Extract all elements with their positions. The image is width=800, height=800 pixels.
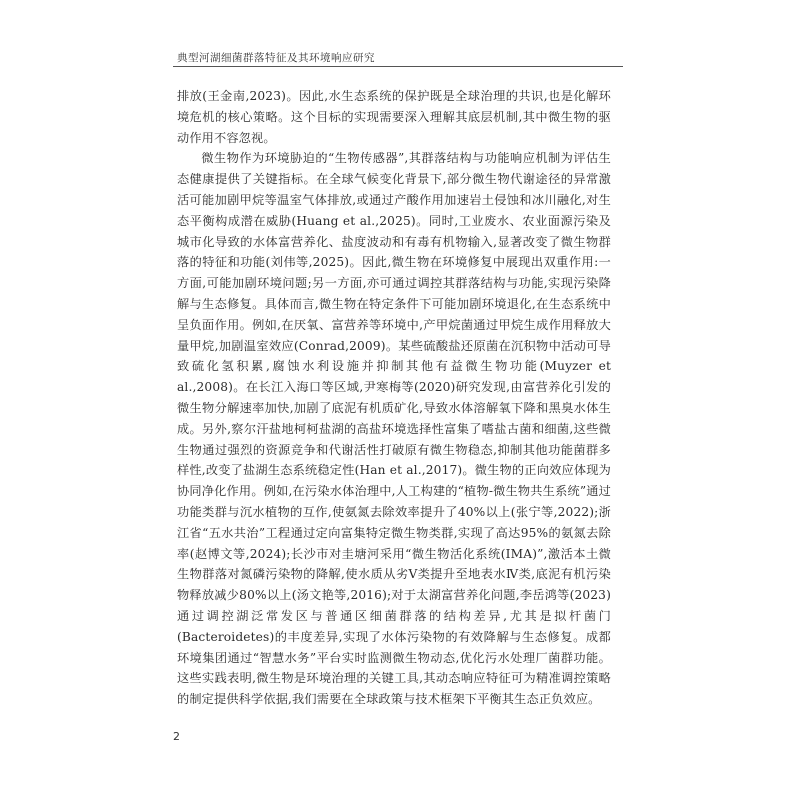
page-number: 2 (173, 730, 180, 743)
running-header: 典型河湖细菌群落特征及其环境响应研究 (177, 52, 375, 64)
paragraph-microbes: 微生物作为环境胁迫的“生物传感器”,其群落结构与功能响应机制为评估生态健康提供了关键指标。在全球气候变化背景下,部分微生物代谢途径的异常激活可能加剧甲烷等温室气体排放,或通过产酸作用加速岩土侵蚀和冰川融化,对生态平衡构成潜在威胁(Huang et al.,2025)。同时,工业废水、农业面源污染及城市化导致的水体富营养化、盐度波动和有毒有机物输入,显著改变了微生物群落的特征和功能(刘伟等,2025)。因此,微生物在环境修复中展现出双重作用:一方面,可能加剧环境问题;另一方面,亦可通过调控其群落结构与功能,实现污染降解与生态修复。具体而言,微生物在特定条件下可能加剧环境退化,在生态系统中呈负面作用。例如,在厌氧、富营养等环境中,产甲烷菌通过甲烷生成作用释放大量甲烷,加剧温室效应(Conrad,2009)。某些硫酸盐还原菌在沉积物中活动可导致硫化氢积累,腐蚀水利设施并抑制其他有益微生物功能(Muyzer et al.,2008)。在长江入海口等区域,尹寒梅等(2020)研究发现,由富营养化引发的微生物分解速率加快,加剧了底泥有机质矿化,导致水体溶解氧下降和黑臭水体生成。另外,察尔汗盐地柯柯盐湖的高盐环境选择性富集了嗜盐古菌和细菌,这些微生物通过强烈的资源竞争和代谢活性打破原有微生物稳态,抑制其他功能菌群多样性,改变了盐湖生态系统稳定性(Han et al.,2017)。微生物的正向效应体现为协同净化作用。例如,在污染水体治理中,人工构建的“植物-微生物共生系统”通过功能类群与沉水植物的互作,使氨氮去除效率提升了40%以上(张宁等,2022);浙江省“五水共治”工程通过定向富集特定微生物类群,实现了高达95%的氨氮去除率(赵博文等,2024);长沙市对圭塘河采用“微生物活化系统(IMA)”,激活本土微生物群落对氮磷污染物的降解,使水质从劣Ⅴ类提升至地表水Ⅳ类,底泥有机污染物释放减少80%以上(汤文艳等,2016);对于太湖富营养化问题,李岳鸿等(2023)通过调控湖泛常发区与普通区细菌群落的结构差异,尤其是拟杆菌门(Bacteroidetes)的丰度差异,实现了水体污染物的有效降解与生态修复。成都环境集团通过“智慧水务”平台实时监测微生物动态,优化污水处理厂菌群功能。这些实践表明,微生物是环境治理的关键工具,其动态响应特征可为精准调控策略的制定提供科学依据,我们需要在全球政策与技术框架下平衡其生态正负效应。 (177, 151, 611, 707)
paragraph-continued: 排放(王金南,2023)。因此,水生态系统的保护既是全球治理的共识,也是化解环境危机的核心策略。这个目标的实现需要深入理解其底层机制,其中微生物的驱动作用不容忽视。 (177, 89, 611, 145)
header-rule (173, 66, 623, 67)
body-text (177, 86, 611, 710)
